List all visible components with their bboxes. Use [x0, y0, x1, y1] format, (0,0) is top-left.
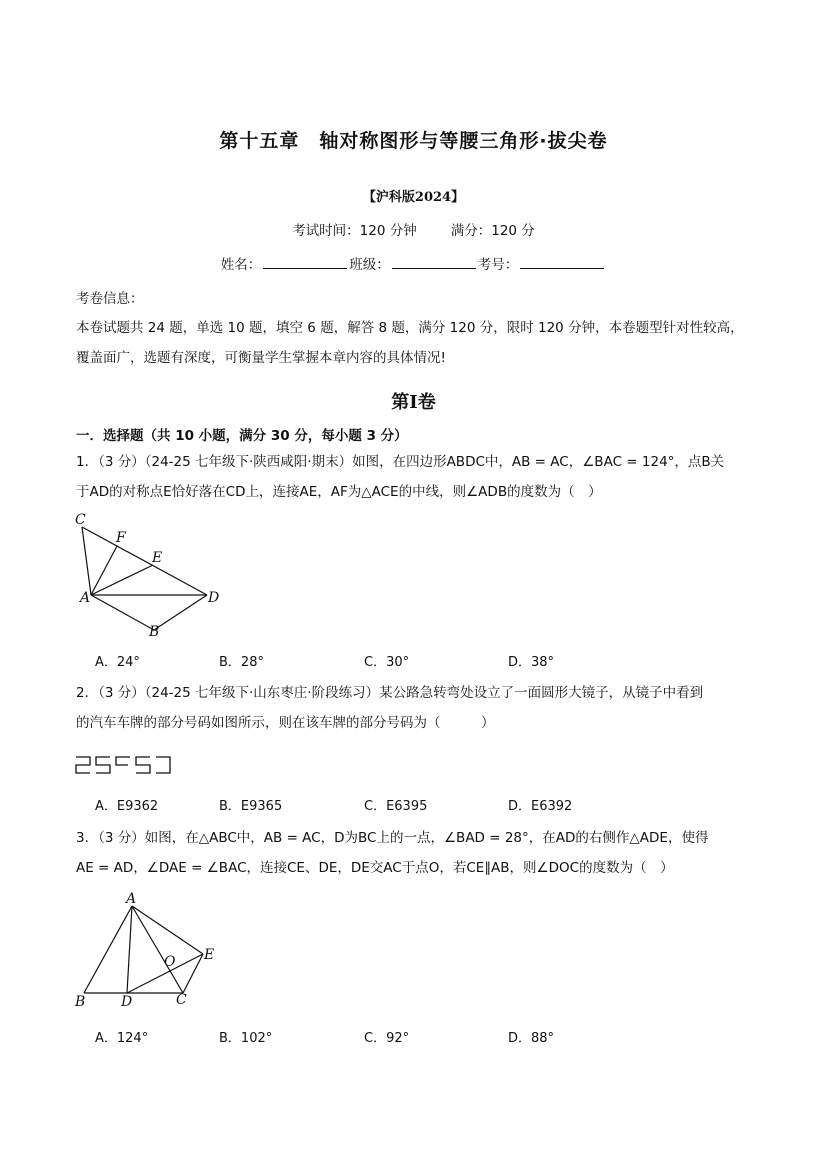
option-c[interactable]: C．30°	[364, 655, 410, 670]
option-b[interactable]: B．E9365	[219, 799, 283, 814]
label-a: A	[80, 590, 91, 606]
segment-ab	[91, 595, 154, 630]
question-text: AE = AD，∠DAE = ∠BAC，连接CE、DE，DE交AC于点O，若CE∥AB，则∠DOC的度数为（ ）	[76, 860, 674, 876]
segment-bd	[154, 595, 207, 630]
segment-af	[91, 546, 117, 595]
option-c[interactable]: C．92°	[364, 1031, 410, 1046]
question-number: 3．	[76, 830, 99, 846]
option-d[interactable]: D．E6392	[508, 799, 573, 814]
mirrored-plate-figure	[74, 753, 174, 777]
label-e: E	[204, 947, 215, 963]
label-o: O	[164, 954, 176, 970]
exam-time: 考试时间：120 分钟	[292, 223, 417, 239]
option-b[interactable]: B．28°	[219, 655, 264, 670]
option-a[interactable]: A．24°	[95, 655, 140, 670]
label-d: D	[208, 590, 220, 606]
question-text: （3 分）（24-25 七年级下·陕西咸阳·期末）如图，在四边形ABDC中，AB = AC，∠BAC = 124°，点B关	[98, 454, 725, 470]
class-label: 班级：	[349, 257, 390, 273]
option-a[interactable]: A．E9362	[95, 799, 159, 814]
name-label: 姓名：	[220, 257, 262, 273]
mirror-digit-4	[156, 757, 170, 773]
question-text: 于AD的对称点E恰好落在CD上，连接AE，AF为△ACE的中线，则∠ADB的度数为（ ）	[76, 484, 602, 500]
number-blank[interactable]	[520, 256, 604, 269]
label-b: B	[149, 624, 160, 640]
question-text: （3 分）如图，在△ABC中，AB = AC，D为BC上的一点，∠BAD = 28°，在AD的右侧作△ADE，使得	[98, 830, 709, 846]
question-3-figure	[70, 890, 230, 1015]
label-c: C	[176, 992, 187, 1008]
student-info-line	[0, 253, 827, 273]
mirror-digit-3	[136, 757, 150, 773]
question-1	[76, 447, 752, 507]
exam-info-line	[0, 219, 827, 239]
question-text: 的汽车车牌的部分号码如图所示，则在该车牌的部分号码为（ ）	[76, 715, 495, 731]
question-2	[76, 678, 752, 738]
label-b: B	[75, 994, 86, 1010]
question-text: （3 分）（24-25 七年级下·山东枣庄·阶段练习）某公路急转弯处设立了一面圆形大镜子，从镜子中看到	[98, 685, 704, 701]
option-b[interactable]: B．102°	[219, 1031, 273, 1046]
segment-ce	[183, 954, 203, 993]
label-f: F	[116, 530, 126, 546]
label-d: D	[121, 994, 133, 1010]
mirror-e	[116, 757, 130, 765]
segment-ac	[132, 906, 183, 993]
label-c: C	[75, 512, 86, 528]
option-d[interactable]: D．88°	[508, 1031, 555, 1046]
edition-label: 【沪科版2024】	[362, 190, 465, 205]
segment-ae	[91, 565, 153, 595]
info-text: 本卷试题共 24 题，单选 10 题，填空 6 题，解答 8 题，满分 120 分，限时 120 分钟，本卷题型针对性较高，覆盖面广，选题有深度，可衡量学生掌握本章内容的具体情况!	[76, 320, 744, 366]
class-blank[interactable]	[392, 256, 476, 269]
segment-ae	[132, 906, 203, 954]
segment-ab	[84, 906, 132, 993]
section-title: 第Ⅰ卷	[391, 392, 436, 413]
option-d[interactable]: D．38°	[508, 655, 555, 670]
full-score: 满分：120 分	[450, 223, 535, 239]
segment-ad	[127, 906, 132, 993]
number-label: 考号：	[477, 257, 519, 273]
info-heading: 考卷信息：	[76, 291, 144, 307]
option-c[interactable]: C．E6395	[364, 799, 428, 814]
name-blank[interactable]	[263, 256, 347, 269]
question-number: 2．	[76, 685, 99, 701]
mirror-digit-1	[76, 757, 90, 773]
part-heading: 一．选择题（共 10 小题，满分 30 分，每小题 3 分）	[76, 428, 408, 444]
segment-ca	[82, 527, 91, 595]
question-3	[76, 823, 752, 883]
label-e: E	[152, 550, 163, 566]
page-title: 第十五章 轴对称图形与等腰三角形·拔尖卷	[219, 130, 608, 152]
mirror-digit-2	[96, 757, 110, 773]
segment-cd	[82, 527, 207, 595]
question-number: 1．	[76, 454, 99, 470]
label-a: A	[126, 891, 137, 907]
question-1-figure	[70, 510, 230, 640]
option-a[interactable]: A．124°	[95, 1031, 149, 1046]
